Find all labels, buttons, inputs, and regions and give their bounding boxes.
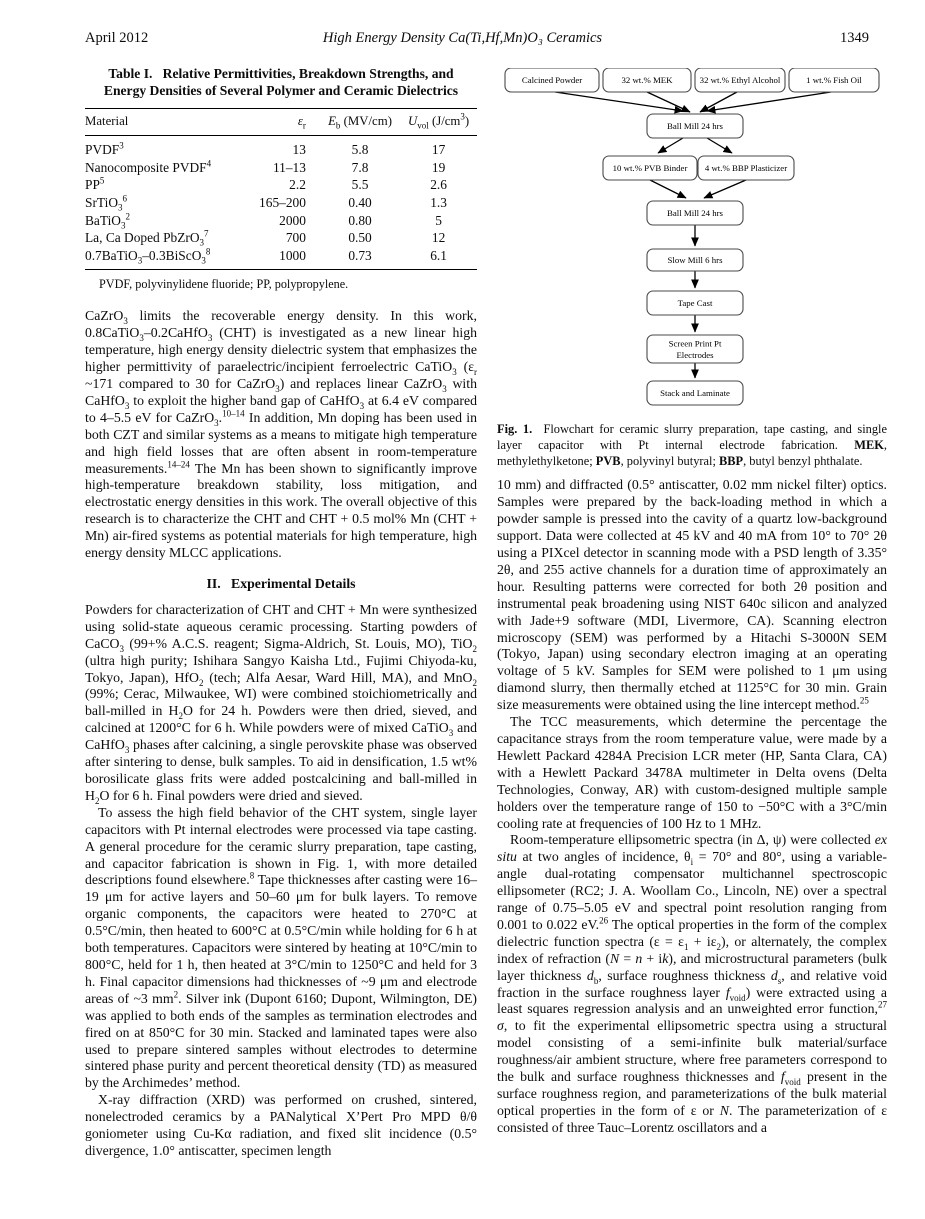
figure1-flowchart bbox=[497, 68, 887, 408]
column-header-er: $\varepsilon_r$ bbox=[243, 109, 319, 136]
flow-node-fish-oil bbox=[789, 68, 879, 92]
flow-node-screen-print-pt-electrodes bbox=[647, 335, 743, 363]
table-title: Table I. Relative Permittivities, Breakdown Strengths, and Energy Densities of Several Polymer and Ceramic Dielectrics bbox=[103, 66, 459, 98]
left-column bbox=[85, 62, 477, 1160]
table-row: La, Ca Doped PbZrO$_3^7$ 700 0.50 12 bbox=[85, 228, 446, 248]
spacer bbox=[497, 469, 887, 477]
arrow-ballmill1-to-pvb bbox=[658, 138, 683, 153]
flow-node-pvb-binder bbox=[603, 156, 697, 180]
figure1-caption: Fig. 1. Flowchart for ceramic slurry preparation, tape casting, and single layer capacitor with Pt internal electrode fabrication. MEK, methylethylketone; PVB, polyvinyl butyral; BBP, butyl benzyl phthalate. bbox=[497, 422, 887, 468]
svg-text:Ball Mill 24 hrs: Ball Mill 24 hrs bbox=[667, 208, 723, 218]
svg-text:Electrodes: Electrodes bbox=[676, 350, 714, 360]
table-row: Nanocomposite PVDF$^4$ 11–13 7.8 19 bbox=[85, 158, 446, 175]
right-column bbox=[497, 62, 887, 1137]
section-heading-experimental-details: II. Experimental Details bbox=[206, 575, 356, 591]
table-row: $PP^5$ 2.2 5.5 2.6 bbox=[85, 175, 447, 193]
svg-text:Screen Print Pt: Screen Print Pt bbox=[668, 338, 722, 349]
flow-node-slow-mill bbox=[647, 249, 743, 271]
column-header-uvol: $U_{vol}$ $(J/cm^3)$ bbox=[400, 109, 477, 136]
header-journal-title: High Energy Density Ca(Ti,Hf,Mn)O₃ Ceramics bbox=[322, 30, 603, 46]
paragraph-tcc-measurements: The TCC measurements, which determine the percentage the capacitance strays from the room temperature value, were made by a Hewlett Packard 4284A Precision LCR meter (HP, Santa Clara, CA) with a Hewlett Packard 3478A multimeter in Delta ovens (Delta Technologies, Conway, AR) with custom-designed multiple sample holders over the temperature range of 150 to −50°C with a 3°C/min cooling rate at frequencies of 100 Hz to 1 MHz. bbox=[497, 714, 887, 831]
column-header-material: Material bbox=[85, 109, 243, 136]
table-1-block bbox=[85, 66, 477, 292]
paragraph-powder-synthesis: Powders for characterization of CHT and CHT + Mn were synthesized using solid-state aqueous ceramic processing. Starting powders of CaCO$_3$ (99+% A.C.S. reagent; Sigma-Aldrich, St. Louis, MO), TiO$_2$ (ultra high purity; Ishihara Sangyo Kaisha Ltd., Fujimi Chiyoda-ku, Tokyo, Japan), HfO$_2$ (tech; Alfa Aesar, Ward Hill, MA), and MnO$_2$ (99%; Cerac, Milwaukee, WI) were combined stoichiometrically and ball-milled in $H_2O$ for 24 h. Powders were then dried, sieved, and calcined at 1200°C for 6 h. While powders were of mixed CaTiO$_3$ and CaHfO$_3$ phases after calcining, a single perovskite phase was observed after sintering to dense, bulk samples. To aid in densification, 1.5 wt% borosilicate glass frits were added postcalcining and ball-milled in $H_2O$ for 6 h. Final powders were dried and sieved. bbox=[85, 601, 478, 806]
paragraph-xrd: X-ray diffraction (XRD) was performed on crushed, sintered, nonelectroded ceramics by a PANalytical X’Pert Pro MPD θ/θ goniometer using Cu-Kα radiation, and fixed slit incidence (0.5° divergence, 1.0° antiscatter, specimen length bbox=[85, 1092, 477, 1158]
column-header-eb: $E_b$ (MV/cm) bbox=[320, 109, 400, 136]
arrow-calcined-to-ballmill1 bbox=[555, 92, 683, 111]
svg-text:Slow Mill 6 hrs: Slow Mill 6 hrs bbox=[667, 255, 723, 265]
flow-node-calcined-powder bbox=[505, 68, 599, 92]
svg-text:Tape Cast: Tape Cast bbox=[677, 298, 713, 308]
paragraph-xrd-continued: 10 mm) and diffracted (0.5° antiscatter, 0.02 mm nickel filter) optics. Samples were prepared by the back-loading method in which a powder sample is pressed into the cavity of a quartz low-background support. Data were collected at 45 kV and 40 mA from 10° to 70° 2θ using a PIXcel detector in scanning mode with a PSD length of 3.35° 2θ, and 255 active channels for a duration time of approximately an hour. Resulting patterns were corrected for both 2θ position and instrumental peak broadening using NIST 640c silicon and analyzed with Jade+9 software (MDI, Livermore, CA). Scanning electron microscopy (SEM) was performed by a Hitachi S-3000N SEM (Tokyo, Japan) using secondary electron imaging at an operating voltage of 5 kV. Samples for SEM were polished to 1 μm using diamond slurry, then thermally etched at 1125°C for 30 min. Grain size measurements were obtained using the line intercept method.$^{25}$ bbox=[497, 477, 887, 713]
svg-text:Ball Mill 24 hrs: Ball Mill 24 hrs bbox=[667, 121, 723, 131]
svg-text:1 wt.% Fish Oil: 1 wt.% Fish Oil bbox=[806, 75, 862, 85]
arrow-bbp-to-ballmill2 bbox=[704, 180, 746, 198]
arrow-ballmill1-to-bbp bbox=[707, 138, 732, 153]
flow-node-ball-mill-2 bbox=[647, 201, 743, 225]
flow-node-bbp-plasticizer bbox=[698, 156, 794, 180]
permittivity-table bbox=[85, 108, 477, 270]
svg-text:32 wt.% Ethyl Alcohol: 32 wt.% Ethyl Alcohol bbox=[699, 75, 781, 85]
flow-node-tape-cast bbox=[647, 291, 743, 315]
flow-node-ethyl-alcohol bbox=[695, 68, 785, 92]
paragraph-ellipsometry: Room-temperature ellipsometric spectra (in Δ, ψ) were collected ex situ at two angles of incidence, $\theta_i = 70^\circ$ and 80°, using a variable-angle dual-rotating compensator multichannel spectroscopic ellipsometer (RC2; J. A. Woollam Co., Lincoln, NE) over a spectral range of 0.75–5.05 eV and spectral point resolution ranging from 0.001 to 0.022 eV.$^{26}$ The optical properties in the form of the complex dielectric function spectra $(\varepsilon = \varepsilon_1 + i\varepsilon_2)$, or alternately, the complex index of refraction (N = n + ik), and microstructural parameters (bulk layer thickness $d_b$, surface roughness thickness $d_s$, and relative void fraction in the surface roughness layer $f_{void}$) were extracted using a least squares regression analysis and an unweighted error function,$^{27}$ σ, to fit the experimental ellipsometric spectra using a structural model consisting of a semi-infinite bulk material/surface roughness/air ambient structure, where free parameters correspond to the bulk and surface roughness thicknesses and $f_{void}$ present in the surface roughness region, and parameterizations of the bulk material optical properties in the form of ε or N. The parameterization of ε consisted of three Tauc–Lorentz oscillators and a bbox=[497, 832, 888, 1135]
svg-text:10 wt.% PVB Binder: 10 wt.% PVB Binder bbox=[612, 163, 688, 173]
table-header-row bbox=[85, 109, 477, 136]
svg-text:Calcined Powder: Calcined Powder bbox=[521, 75, 583, 85]
flow-node-mek bbox=[603, 68, 691, 92]
arrow-pvb-to-ballmill2 bbox=[650, 180, 686, 198]
table-footnote: PVDF, polyvinylidene fluoride; PP, polypropylene. bbox=[99, 277, 349, 292]
table-row: SrTiO$_3^6$ 165–200 0.40 1.3 bbox=[85, 193, 447, 213]
table-row: PVDF$^3$ 13 5.8 17 bbox=[85, 140, 446, 158]
arrow-fishoil-to-ballmill1 bbox=[707, 92, 831, 111]
flow-node-stack-and-laminate bbox=[647, 381, 743, 405]
table-row: 0.7BaTiO$_3$–0.3BiScO$_3^8$ 1000 0.73 6.1 bbox=[85, 246, 447, 266]
svg-text:32 wt.% MEK: 32 wt.% MEK bbox=[621, 75, 673, 85]
svg-text:Stack and Laminate: Stack and Laminate bbox=[660, 388, 730, 398]
paragraph-intro: CaZrO$_3$ limits the recoverable energy density. In this work, 0.8CaTiO$_3$–0.2CaHfO$_3$ (CHT) is investigated as a new linear high temperature, high energy density dielectric system that emphasizes the higher permittivity of paraelectric/incipient ferroelectric CaTiO$_3$ ($\varepsilon_r$ ~171 compared to 30 for CaZrO$_3$) and replaces linear CaZrO$_3$ with CaHfO$_3$ to exploit the higher band gap of CaHfO$_3$ at 6.4 eV compared to 4–5.5 eV for CaZrO$_3$.$^{10-14}$ In addition, Mn doping has been used in both CZT and similar systems as a means to mitigate high temperature and high field losses that are often absent in room-temperature measurements.$^{14-24}$ The Mn has been shown to significantly improve high-temperature breakdown stability, loss mitigation, and electrostatic energy densities in this work. The overall objective of this research is to characterize the CHT and CHT + 0.5 mol% Mn (CHT + Mn) air-fired systems as potential materials for high temperature, high energy density MLCC applications. bbox=[85, 308, 478, 561]
table-row: BaTiO$_3^2$ 2000 0.80 5 bbox=[85, 211, 442, 231]
header-date: April 2012 bbox=[85, 30, 149, 46]
flow-node-ball-mill-1 bbox=[647, 114, 743, 138]
svg-text:4 wt.% BBP Plasticizer: 4 wt.% BBP Plasticizer bbox=[704, 163, 788, 173]
header-page-number: 1349 bbox=[840, 30, 869, 46]
paragraph-tape-casting: To assess the high field behavior of the CHT system, single layer capacitors with Pt internal electrodes were processed via tape casting. A general procedure for the ceramic slurry preparation, tape casting, and capacitor fabrication is shown in Fig. 1, with more detailed descriptions found elsewhere.$^8$ Tape thicknesses after casting were 16–19 μm for active layers and 50–60 μm for bulk layers. To remove organic components, the capacitors were heated to 270°C at 0.5°C/min, then heated to 600°C at 0.5°C/min while holding for 6 h at both temperatures. Capacitors were sintered by heating at 10°C/min to 800°C, held for 1 h, then heated at 3°C/min to 1250°C and held for 3 h. Final capacitor dimensions had thicknesses of ~9 μm and electrode areas of ~3 $mm^2$. Silver ink (Dupont 6160; Dupont, Wilmington, DE) was applied to both ends of the samples as termination electrodes and fired on at 850°C for 30 min. Stacked and laminated tapes were also used to prepare sintered samples without electrodes to determine sintered phase purity and percent theoretical density (TD) as measured by the Archimedes’ method. bbox=[85, 804, 477, 1091]
